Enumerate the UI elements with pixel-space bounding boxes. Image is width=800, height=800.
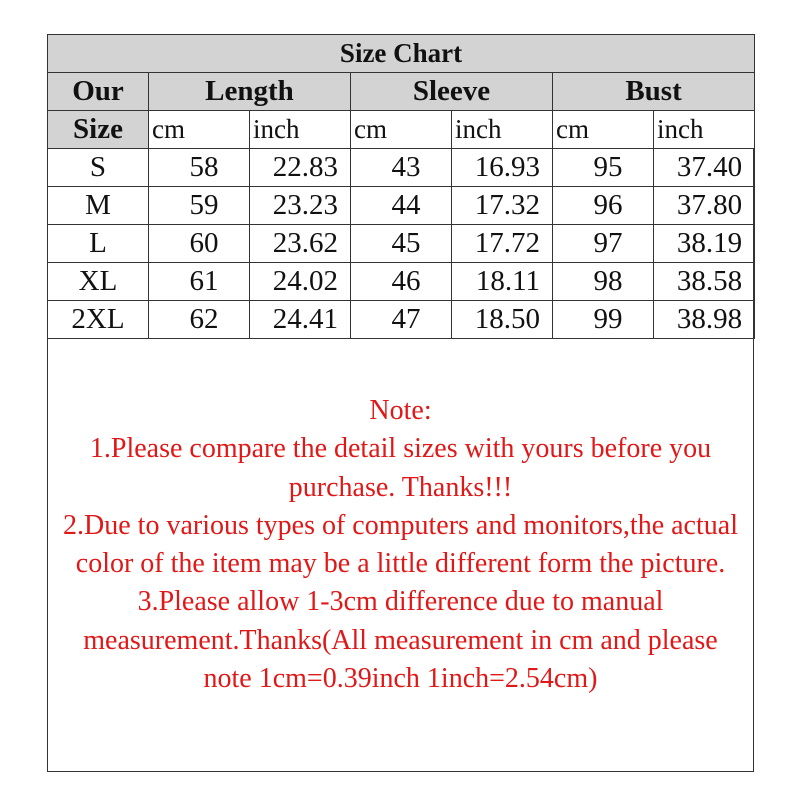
- title-row: [48, 35, 755, 73]
- chart-title: Size Chart: [48, 35, 755, 73]
- size-label: L: [48, 225, 149, 263]
- length-inch-value: 23.23: [250, 187, 351, 225]
- notes-heading: Note:: [369, 395, 432, 426]
- sleeve-cm-value: 47: [351, 301, 452, 339]
- sleeve-cm-value: 44: [351, 187, 452, 225]
- length-cm-value: 61: [149, 263, 250, 301]
- size-label: 2XL: [48, 301, 149, 339]
- length-inch-value: 23.62: [250, 225, 351, 263]
- note-item-2: 2.Due to various types of computers and monitors,the actual color of the item may be a little different form the picture.: [63, 509, 738, 580]
- unit-length-cm: cm: [149, 111, 250, 149]
- header-sleeve: Sleeve: [351, 73, 553, 111]
- bust-inch-value: 38.58: [654, 263, 755, 301]
- bust-inch-value: 38.19: [654, 225, 755, 263]
- table-row: [48, 187, 755, 225]
- unit-row: [48, 111, 755, 149]
- header-bust: Bust: [553, 73, 755, 111]
- unit-length-inch: inch: [250, 111, 351, 149]
- bust-cm-value: 99: [553, 301, 654, 339]
- size-label: M: [48, 187, 149, 225]
- length-cm-value: 62: [149, 301, 250, 339]
- sleeve-inch-value: 18.11: [452, 263, 553, 301]
- bust-cm-value: 97: [553, 225, 654, 263]
- sleeve-cm-value: 43: [351, 149, 452, 187]
- size-table: [47, 34, 755, 339]
- table-row: [48, 149, 755, 187]
- header-size-line1: Our: [48, 73, 149, 111]
- table-row: [48, 225, 755, 263]
- sleeve-inch-value: 16.93: [452, 149, 553, 187]
- header-row: [48, 73, 755, 111]
- header-length: Length: [149, 73, 351, 111]
- note-item-1: 1.Please compare the detail sizes with yours before you purchase. Thanks!!!: [89, 433, 712, 503]
- notes-text-block: [48, 392, 753, 698]
- sleeve-inch-value: 18.50: [452, 301, 553, 339]
- length-cm-value: 58: [149, 149, 250, 187]
- size-label: XL: [48, 263, 149, 301]
- sleeve-cm-value: 46: [351, 263, 452, 301]
- bust-inch-value: 37.40: [654, 149, 755, 187]
- size-label: S: [48, 149, 149, 187]
- unit-bust-cm: cm: [553, 111, 654, 149]
- length-cm-value: 60: [149, 225, 250, 263]
- bust-cm-value: 95: [553, 149, 654, 187]
- table-row: [48, 301, 755, 339]
- header-size-line2: Size: [48, 111, 149, 149]
- unit-sleeve-inch: inch: [452, 111, 553, 149]
- bust-inch-value: 38.98: [654, 301, 755, 339]
- bust-cm-value: 96: [553, 187, 654, 225]
- bust-inch-value: 37.80: [654, 187, 755, 225]
- length-inch-value: 24.41: [250, 301, 351, 339]
- unit-sleeve-cm: cm: [351, 111, 452, 149]
- notes-section: [48, 350, 753, 771]
- note-item-3: 3.Please allow 1-3cm difference due to manual measurement.Thanks(All measurement in cm and please note 1cm=0.39inch 1inch=2.54cm): [83, 586, 718, 695]
- length-cm-value: 59: [149, 187, 250, 225]
- length-inch-value: 22.83: [250, 149, 351, 187]
- size-chart: [47, 34, 754, 772]
- table-row: [48, 263, 755, 301]
- sleeve-inch-value: 17.32: [452, 187, 553, 225]
- sleeve-inch-value: 17.72: [452, 225, 553, 263]
- unit-bust-inch: inch: [654, 111, 755, 149]
- sleeve-cm-value: 45: [351, 225, 452, 263]
- length-inch-value: 24.02: [250, 263, 351, 301]
- bust-cm-value: 98: [553, 263, 654, 301]
